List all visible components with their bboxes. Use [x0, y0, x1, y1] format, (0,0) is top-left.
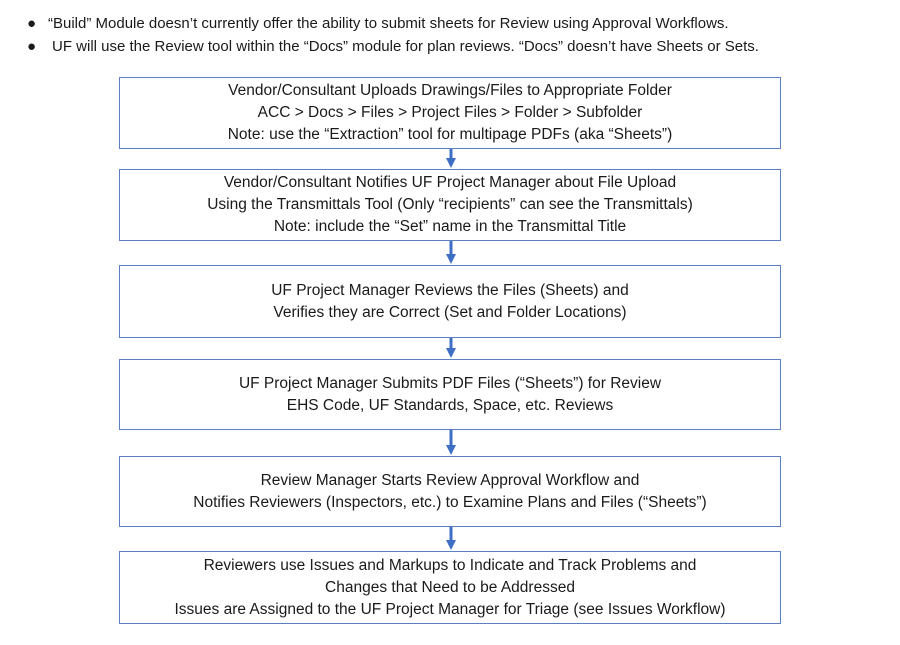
- step-text: Vendor/Consultant Notifies UF Project Manager about File Upload: [223, 174, 677, 191]
- step-box-workflow: [119, 456, 781, 527]
- step-box-submit: [119, 359, 781, 430]
- step-box-issues: [119, 551, 781, 624]
- step-text: UF Project Manager Submits PDF Files (“Sheets”) for Review: [238, 374, 662, 392]
- bullet-dot-icon: ●: [27, 38, 37, 55]
- step-text: Issues are Assigned to the UF Project Manager for Triage (see Issues Workflow): [174, 600, 726, 618]
- step-text: Reviewers use Issues and Markups to Indicate and Track Problems and: [203, 556, 697, 574]
- step-box-notify: [119, 169, 781, 241]
- bullet-dot-icon: ●: [27, 15, 37, 32]
- step-text: Review Manager Starts Review Approval Workflow and: [260, 471, 640, 489]
- step-text: Verifies they are Correct (Set and Folder Locations): [273, 303, 627, 321]
- step-box-upload: [119, 77, 781, 149]
- step-text: UF Project Manager Reviews the Files (Sheets) and: [271, 281, 629, 299]
- step-text: Note: include the “Set” name in the Transmittal Title: [273, 218, 627, 235]
- step-box-pm-review: [119, 265, 781, 338]
- step-text: Using the Transmittals Tool (Only “recipients” can see the Transmittals): [207, 196, 693, 213]
- step-text: Changes that Need to be Addressed: [325, 578, 575, 596]
- note-text: “Build” Module doesn’t currently offer the ability to submit sheets for Review using Approval Workflows.: [48, 15, 729, 32]
- step-text: ACC > Docs > Files > Project Files > Folder > Subfolder: [257, 104, 643, 121]
- step-text: EHS Code, UF Standards, Space, etc. Reviews: [286, 396, 614, 414]
- step-text: Vendor/Consultant Uploads Drawings/Files to Appropriate Folder: [228, 82, 672, 99]
- note-text: UF will use the Review tool within the “Docs” module for plan reviews. “Docs” doesn’t have Sheets or Sets.: [52, 38, 759, 55]
- step-text: Notifies Reviewers (Inspectors, etc.) to Examine Plans and Files (“Sheets”): [193, 493, 707, 511]
- step-text: Note: use the “Extraction” tool for multipage PDFs (aka “Sheets”): [227, 126, 673, 143]
